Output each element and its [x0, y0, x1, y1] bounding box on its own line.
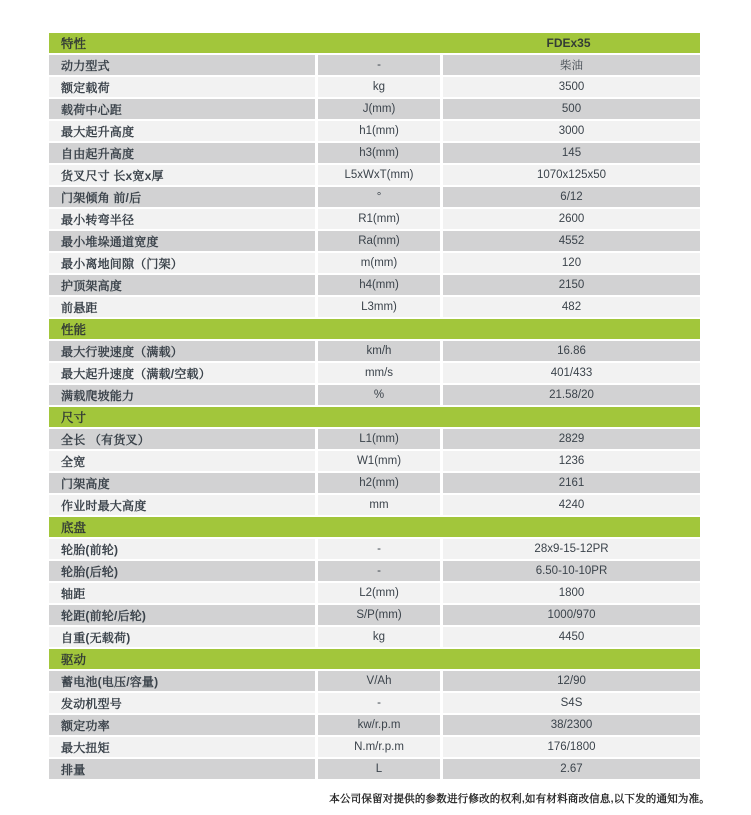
spec-label: 发动机型号 [61, 696, 123, 711]
spec-value: 4552 [558, 235, 585, 247]
spec-value: 1000/970 [547, 609, 596, 621]
spec-row [49, 187, 700, 207]
spec-row [49, 385, 700, 405]
spec-unit: - [377, 697, 381, 709]
spec-label-cell [49, 385, 315, 405]
spec-label: 蓄电池(电压/容量) [61, 674, 159, 689]
spec-unit-cell [318, 473, 440, 493]
spec-row [49, 55, 700, 75]
spec-unit: h2(mm) [359, 477, 399, 489]
spec-unit-cell [318, 253, 440, 273]
spec-unit: L5xWxT(mm) [344, 169, 414, 181]
spec-unit-cell [318, 341, 440, 361]
spec-row [49, 143, 700, 163]
spec-label-cell [49, 165, 315, 185]
spec-value-cell [443, 495, 700, 515]
spec-value-cell [443, 605, 700, 625]
unit-column-header-cell [315, 33, 437, 53]
spec-row [49, 209, 700, 229]
section-title: 尺寸 [61, 411, 87, 425]
spec-row [49, 561, 700, 581]
spec-unit: h1(mm) [359, 125, 399, 137]
spec-label-cell [49, 231, 315, 251]
feature-column-header-cell [49, 33, 315, 53]
section-header [49, 517, 700, 537]
spec-value: 16.86 [557, 345, 586, 357]
spec-label-cell [49, 363, 315, 383]
spec-value: 2600 [558, 213, 585, 225]
spec-value: 28x9-15-12PR [534, 543, 609, 555]
spec-row [49, 363, 700, 383]
spec-unit: W1(mm) [356, 455, 402, 467]
model-column-header-cell [437, 33, 700, 53]
spec-unit: L3mm) [361, 301, 397, 313]
spec-value: 120 [561, 257, 582, 269]
spec-value-cell [443, 715, 700, 735]
spec-table [49, 33, 700, 781]
spec-value-cell [443, 143, 700, 163]
spec-unit-cell [318, 55, 440, 75]
spec-value-cell [443, 451, 700, 471]
spec-unit-cell [318, 297, 440, 317]
spec-row [49, 121, 700, 141]
spec-row [49, 165, 700, 185]
spec-label: 最大起升高度 [61, 124, 135, 139]
spec-label: 轴距 [61, 586, 86, 601]
spec-unit: S/P(mm) [356, 609, 402, 621]
disclaimer-text: 本公司保留对提供的参数进行修改的权利,如有材料商改信息,以下发的通知为准。 [329, 793, 710, 805]
spec-label-cell [49, 297, 315, 317]
spec-value-cell [443, 341, 700, 361]
spec-value-cell [443, 187, 700, 207]
spec-row [49, 451, 700, 471]
spec-unit-cell [318, 99, 440, 119]
spec-unit-cell [318, 605, 440, 625]
spec-value-cell [443, 693, 700, 713]
spec-unit-cell [318, 429, 440, 449]
spec-row [49, 605, 700, 625]
spec-label: 作业时最大高度 [61, 498, 147, 513]
spec-row [49, 539, 700, 559]
spec-value-cell [443, 297, 700, 317]
spec-value: 柴油 [560, 60, 583, 72]
spec-value: 401/433 [550, 367, 593, 379]
spec-unit-cell [318, 759, 440, 779]
spec-row [49, 583, 700, 603]
spec-label-cell [49, 187, 315, 207]
spec-label-cell [49, 693, 315, 713]
spec-unit: kg [372, 631, 386, 643]
spec-label: 最小离地间隙（门架） [61, 256, 184, 271]
spec-value-cell [443, 539, 700, 559]
spec-label-cell [49, 341, 315, 361]
spec-value-cell [443, 55, 700, 75]
spec-row [49, 627, 700, 647]
spec-value-cell [443, 209, 700, 229]
spec-label-cell [49, 473, 315, 493]
spec-unit-cell [318, 583, 440, 603]
spec-value: 145 [561, 147, 582, 159]
spec-value: 1070x125x50 [536, 169, 607, 181]
spec-value-cell [443, 759, 700, 779]
spec-label: 最大起升速度（满载/空载） [61, 366, 211, 381]
spec-row [49, 341, 700, 361]
spec-label-cell [49, 495, 315, 515]
spec-unit: L1(mm) [359, 433, 399, 445]
spec-value: S4S [560, 697, 583, 709]
spec-value-cell [443, 275, 700, 295]
spec-unit: L [375, 763, 383, 775]
spec-unit: J(mm) [362, 103, 396, 115]
spec-row [49, 231, 700, 251]
spec-value: 2161 [558, 477, 585, 489]
spec-label: 额定功率 [61, 718, 110, 733]
spec-label: 前悬距 [61, 300, 98, 315]
spec-value-cell [443, 253, 700, 273]
spec-value: 38/2300 [550, 719, 593, 731]
feature-column-header: 特性 [61, 37, 87, 51]
spec-label-cell [49, 429, 315, 449]
spec-label: 动力型式 [61, 58, 110, 73]
spec-value-cell [443, 363, 700, 383]
spec-value-cell [443, 385, 700, 405]
spec-label-cell [49, 605, 315, 625]
section-header [49, 649, 700, 669]
spec-value: 4450 [558, 631, 585, 643]
spec-value: 2150 [558, 279, 585, 291]
section-title-cell [49, 517, 315, 537]
spec-unit-cell [318, 165, 440, 185]
spec-label-cell [49, 627, 315, 647]
spec-label: 满载爬坡能力 [61, 388, 135, 403]
spec-value: 3000 [558, 125, 585, 137]
spec-unit-cell [318, 143, 440, 163]
spec-label-cell [49, 759, 315, 779]
spec-unit-cell [318, 363, 440, 383]
spec-label: 最小转弯半径 [61, 212, 135, 227]
spec-label: 载荷中心距 [61, 102, 123, 117]
spec-unit: N.m/r.p.m [354, 741, 404, 753]
spec-unit-cell [318, 627, 440, 647]
section-title: 底盘 [61, 521, 87, 535]
table-header-row [49, 33, 700, 53]
spec-row [49, 715, 700, 735]
spec-value-cell [443, 231, 700, 251]
spec-label: 最大扭矩 [61, 740, 110, 755]
spec-unit: mm [369, 499, 389, 511]
spec-unit-cell [318, 231, 440, 251]
spec-unit-cell [318, 495, 440, 515]
spec-row [49, 275, 700, 295]
spec-unit: - [377, 565, 381, 577]
spec-unit-cell [318, 671, 440, 691]
spec-value-cell [443, 473, 700, 493]
spec-row [49, 693, 700, 713]
model-name: FDEx35 [546, 36, 591, 50]
spec-unit: h4(mm) [359, 279, 399, 291]
spec-unit-cell [318, 209, 440, 229]
spec-unit-cell [318, 275, 440, 295]
spec-label-cell [49, 451, 315, 471]
spec-label: 门架倾角 前/后 [61, 190, 142, 205]
spec-row [49, 495, 700, 515]
spec-unit: V/Ah [366, 675, 392, 687]
spec-unit: - [377, 59, 381, 71]
spec-label: 全宽 [61, 454, 86, 469]
spec-value: 2829 [558, 433, 585, 445]
spec-unit-cell [318, 385, 440, 405]
section-title-cell [49, 649, 315, 669]
spec-unit-cell [318, 715, 440, 735]
spec-value: 12/90 [557, 675, 586, 687]
spec-unit-cell [318, 121, 440, 141]
spec-label: 货叉尺寸 长x宽x厚 [61, 168, 164, 183]
spec-value: 4240 [558, 499, 585, 511]
spec-label: 自由起升高度 [61, 146, 135, 161]
spec-row [49, 737, 700, 757]
spec-row [49, 253, 700, 273]
spec-unit: h3(mm) [359, 147, 399, 159]
spec-label-cell [49, 77, 315, 97]
spec-row [49, 759, 700, 779]
spec-label-cell [49, 121, 315, 141]
spec-unit-cell [318, 77, 440, 97]
section-title: 驱动 [61, 653, 87, 667]
spec-unit-cell [318, 539, 440, 559]
spec-label-cell [49, 583, 315, 603]
spec-value-cell [443, 99, 700, 119]
spec-unit: % [373, 389, 385, 401]
spec-unit: ° [376, 191, 382, 203]
section-title: 性能 [61, 323, 87, 337]
spec-row [49, 473, 700, 493]
spec-value-cell [443, 583, 700, 603]
spec-value-cell [443, 627, 700, 647]
spec-value-cell [443, 671, 700, 691]
spec-label-cell [49, 253, 315, 273]
spec-label: 排量 [61, 762, 86, 777]
spec-label-cell [49, 99, 315, 119]
spec-label: 轮胎(后轮) [61, 564, 119, 579]
section-title-cell [49, 319, 315, 339]
spec-value-cell [443, 77, 700, 97]
section-header [49, 407, 700, 427]
spec-row [49, 671, 700, 691]
spec-unit: R1(mm) [358, 213, 400, 225]
spec-row [49, 99, 700, 119]
spec-label-cell [49, 715, 315, 735]
spec-label: 轮胎(前轮) [61, 542, 119, 557]
spec-label-cell [49, 55, 315, 75]
spec-value-cell [443, 737, 700, 757]
spec-value: 482 [561, 301, 582, 313]
spec-unit: mm/s [364, 367, 394, 379]
spec-label: 护顶架高度 [61, 278, 123, 293]
spec-value: 21.58/20 [549, 389, 594, 401]
spec-label: 最大行驶速度（满载） [61, 344, 184, 359]
spec-label-cell [49, 561, 315, 581]
spec-row [49, 77, 700, 97]
spec-value: 176/1800 [547, 741, 596, 753]
spec-unit-cell [318, 693, 440, 713]
spec-label-cell [49, 539, 315, 559]
section-header [49, 319, 700, 339]
spec-unit-cell [318, 737, 440, 757]
spec-value-cell [443, 561, 700, 581]
spec-unit: - [377, 543, 381, 555]
spec-label-cell [49, 209, 315, 229]
spec-value: 500 [561, 103, 582, 115]
spec-label-cell [49, 143, 315, 163]
spec-label: 额定载荷 [61, 80, 110, 95]
spec-value: 2.67 [560, 763, 583, 775]
spec-unit-cell [318, 187, 440, 207]
spec-row [49, 297, 700, 317]
spec-unit: m(mm) [360, 257, 398, 269]
spec-table-body [49, 55, 700, 779]
spec-row [49, 429, 700, 449]
spec-unit: L2(mm) [359, 587, 399, 599]
spec-value-cell [443, 429, 700, 449]
spec-label-cell [49, 671, 315, 691]
spec-unit: km/h [366, 345, 392, 357]
spec-label: 自重(无载荷) [61, 630, 131, 645]
spec-value: 1800 [558, 587, 585, 599]
spec-unit: kw/r.p.m [357, 719, 401, 731]
spec-value: 3500 [558, 81, 585, 93]
spec-unit: kg [372, 81, 386, 93]
section-title-cell [49, 407, 315, 427]
spec-value: 6/12 [560, 191, 583, 203]
spec-label: 全长 （有货叉） [61, 432, 150, 447]
spec-label: 门架高度 [61, 476, 110, 491]
spec-unit: Ra(mm) [358, 235, 400, 247]
spec-value: 6.50-10-10PR [535, 565, 608, 577]
spec-label: 轮距(前轮/后轮) [61, 608, 147, 623]
spec-label-cell [49, 737, 315, 757]
spec-unit-cell [318, 561, 440, 581]
spec-unit-cell [318, 451, 440, 471]
spec-value-cell [443, 165, 700, 185]
spec-label-cell [49, 275, 315, 295]
spec-value: 1236 [558, 455, 585, 467]
spec-label: 最小堆垛通道宽度 [61, 234, 159, 249]
spec-value-cell [443, 121, 700, 141]
